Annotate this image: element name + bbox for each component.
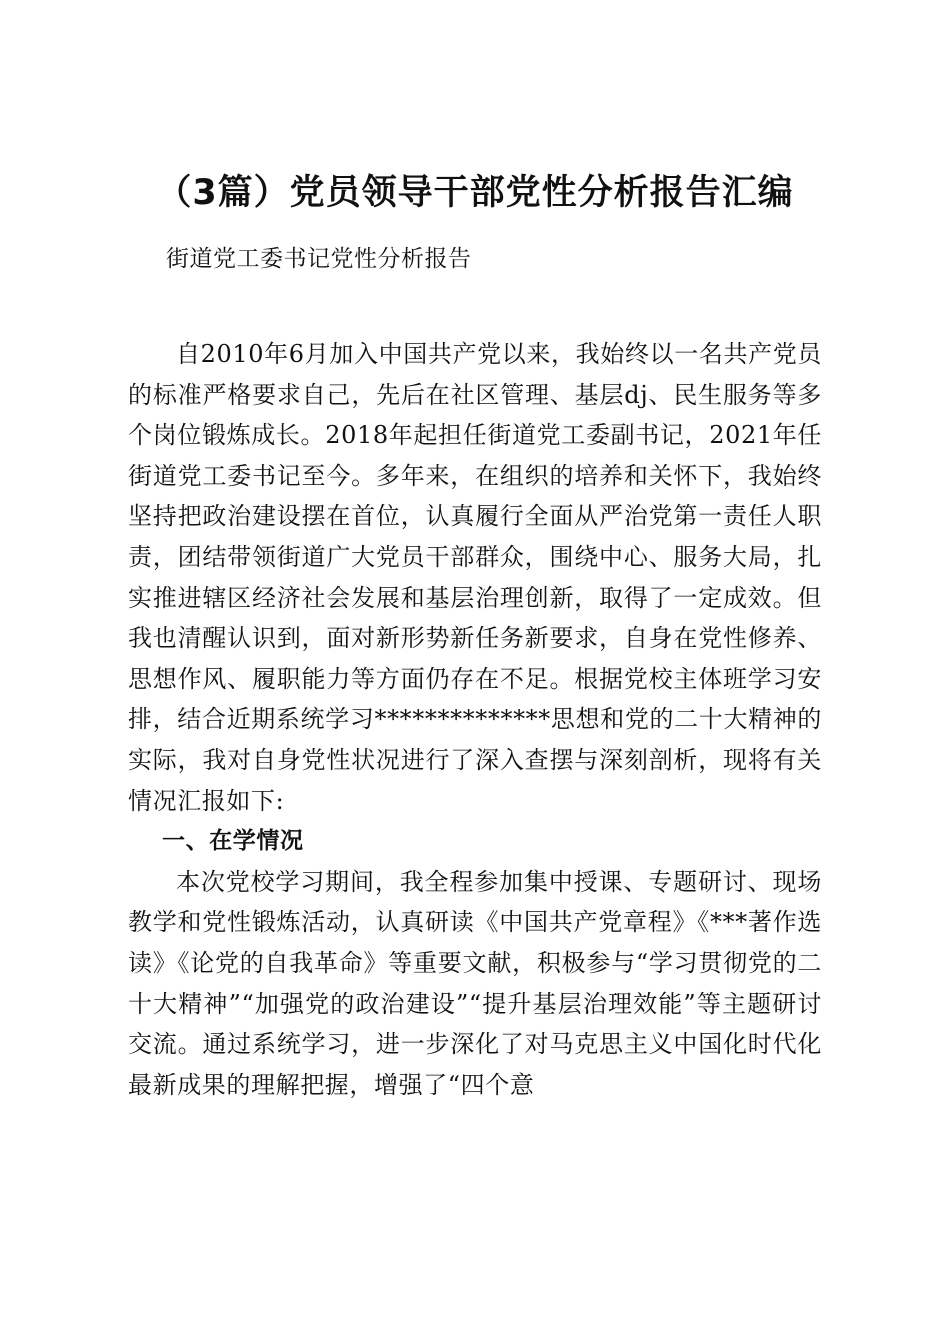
document-body <box>128 334 822 1105</box>
section-heading: 一、在学情况 <box>162 828 304 855</box>
document-subtitle: 街道党工委书记党性分析报告 <box>166 246 472 272</box>
document-title: （3篇）党员领导干部党性分析报告汇编 <box>156 173 794 213</box>
body-paragraph: 自2010年6月加入中国共产党以来，我始终以一名共产党员的标准严格要求自己，先后在社区管理、基层dj、民生服务等多个岗位锻炼成长。2018年起担任街道党工委副书记，2021年任街道党工委书记至今。多年来，在组织的培养和关怀下，我始终坚持把政治建设摆在首位，认真履行全面从严治党第一责任人职责，团结带领街道广大党员干部群众，围绕中心、服务大局，扎实推进辖区经济社会发展和基层治理创新，取得了一定成效。但我也清醒认识到，面对新形势新任务新要求，自身在党性修养、思想作风、履职能力等方面仍存在不足。根据党校主体班学习安排，结合近期系统学习**************思想和党的二十大精神的实际，我对自身党性状况进行了深入查摆与深刻剖析，现将有关情况汇报如下: <box>128 340 822 815</box>
body-paragraph: 本次党校学习期间，我全程参加集中授课、专题研讨、现场教学和党性锻炼活动，认真研读《中国共产党章程》《***著作选读》《论党的自我革命》等重要文献，积极参与“学习贯彻党的二十大精神”“加强党的政治建设”“提升基层治理效能”等主题研讨交流。通过系统学习，进一步深化了对马克思主义中国化时代化最新成果的理解把握，增强了“四个意 <box>128 867 822 1099</box>
